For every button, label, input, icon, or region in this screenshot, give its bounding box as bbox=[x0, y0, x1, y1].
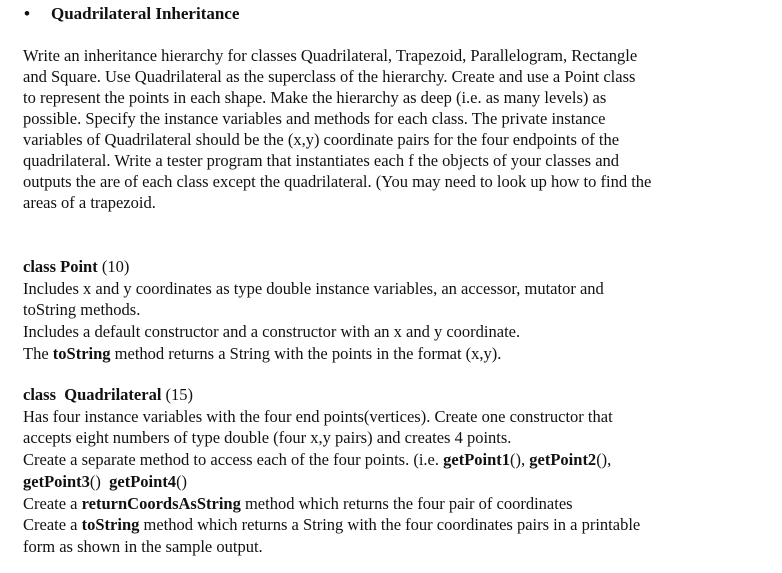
text-fragment: (), bbox=[596, 450, 612, 470]
intro-line: areas of a trapezoid. bbox=[23, 193, 156, 212]
point-desc-line: Includes a default constructor and a constructor with an x and y coordinate. bbox=[23, 322, 521, 342]
text-fragment: Create a bbox=[23, 515, 82, 535]
method-name: getPoint1 bbox=[443, 450, 511, 470]
text-fragment: The bbox=[23, 343, 53, 363]
text-fragment: () bbox=[176, 471, 188, 491]
intro-paragraph bbox=[23, 45, 723, 213]
heading-title: Quadrilateral Inheritance bbox=[51, 4, 240, 23]
bullet-icon: • bbox=[24, 4, 30, 23]
class-name: Point bbox=[60, 257, 98, 276]
method-name: returnCoordsAsString bbox=[81, 493, 241, 513]
text-fragment: method which returns the four pair of coordinates bbox=[240, 493, 573, 513]
quad-desc-line bbox=[23, 493, 763, 515]
intro-line: outputs the are of each class except the quadrilateral. (You may need to look up how to find the bbox=[23, 172, 652, 191]
quad-class-header bbox=[23, 384, 763, 406]
intro-line: possible. Specify the instance variables and methods for each class. The private instance bbox=[23, 109, 606, 128]
point-desc-line bbox=[23, 343, 763, 365]
quad-desc-line: Has four instance variables with the four end points(vertices). Create one constructor that bbox=[23, 406, 613, 426]
method-name: getPoint4 bbox=[109, 471, 177, 491]
text-fragment: () bbox=[89, 471, 110, 491]
class-points: (10) bbox=[101, 257, 130, 276]
text-fragment: method returns a String with the points in the format (x,y). bbox=[110, 343, 502, 363]
quadrilateral-class-section bbox=[23, 384, 763, 558]
quad-desc-line bbox=[23, 449, 763, 471]
text-fragment: Create a bbox=[23, 493, 82, 513]
method-name: toString bbox=[81, 515, 140, 535]
class-keyword: class bbox=[23, 257, 56, 276]
intro-line: quadrilateral. Write a tester program that instantiates each f the objects of your classes and bbox=[23, 151, 620, 170]
method-name: getPoint3 bbox=[23, 471, 90, 491]
class-name: Quadrilateral bbox=[64, 385, 162, 404]
point-desc-line: Includes x and y coordinates as type double instance variables, an accessor, mutator and bbox=[23, 278, 604, 298]
section-heading bbox=[24, 4, 239, 24]
method-name: getPoint2 bbox=[529, 450, 597, 470]
text-fragment: Create a separate method to access each of the four points. (i.e. bbox=[23, 450, 444, 470]
point-desc-line: toString methods. bbox=[23, 300, 141, 320]
point-class-section bbox=[23, 256, 763, 365]
point-class-header bbox=[23, 256, 763, 278]
intro-line: Write an inheritance hierarchy for classes Quadrilateral, Trapezoid, Parallelogram, Rectangle bbox=[23, 46, 638, 65]
intro-line: variables of Quadrilateral should be the (x,y) coordinate pairs for the four endpoints of the bbox=[23, 130, 620, 149]
text-fragment: (), bbox=[510, 450, 530, 470]
intro-line: to represent the points in each shape. Make the hierarchy as deep (i.e. as many levels) as bbox=[23, 88, 607, 107]
quad-desc-line: form as shown in the sample output. bbox=[23, 536, 263, 556]
quad-desc-line bbox=[23, 471, 763, 493]
class-keyword: class bbox=[23, 385, 56, 404]
quad-desc-line bbox=[23, 514, 763, 536]
class-points: (15) bbox=[165, 385, 194, 404]
quad-desc-line: accepts eight numbers of type double (four x,y pairs) and creates 4 points. bbox=[23, 428, 512, 448]
intro-line: and Square. Use Quadrilateral as the superclass of the hierarchy. Create and use a Point class bbox=[23, 67, 636, 86]
text-fragment: method which returns a String with the four coordinates pairs in a printable bbox=[139, 515, 641, 535]
method-name: toString bbox=[52, 343, 111, 363]
